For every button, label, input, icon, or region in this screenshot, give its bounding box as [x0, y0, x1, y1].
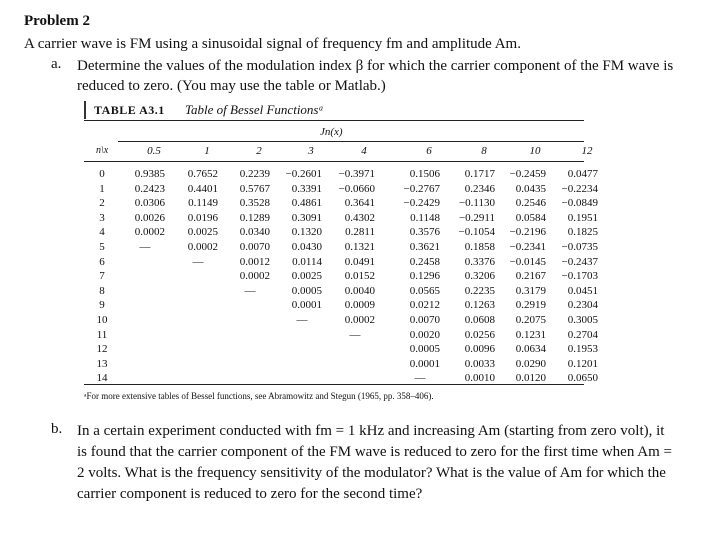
table-cell: 0.1953	[567, 343, 598, 356]
table-cell: 0.3179	[515, 284, 546, 297]
table-cell: 0.3005	[567, 314, 598, 326]
table-cell: 0.1149	[188, 197, 218, 210]
x-header: 3	[308, 145, 314, 157]
table-cell: 0.3576	[409, 226, 440, 239]
table-cell: 0.0040	[344, 284, 375, 297]
n-index: 14	[96, 372, 108, 385]
table-cell: 0.1263	[464, 299, 495, 312]
table-cell: 0.1289	[239, 211, 270, 224]
header-rule	[84, 161, 584, 162]
table-cell: 0.3621	[409, 241, 440, 253]
table-cell: 0.2423	[134, 182, 165, 195]
table-cell: 0.2704	[567, 328, 598, 341]
table-cell: 0.1296	[409, 270, 440, 283]
table-cell: —	[139, 241, 151, 253]
table-cell: −0.2601	[285, 168, 322, 180]
table-bottom-rule	[84, 384, 584, 385]
jn-header: Jn(x)	[320, 126, 343, 138]
table-cell: 0.0096	[464, 343, 495, 356]
table-cell: 0.1951	[567, 211, 598, 224]
table-cell: 0.0002	[239, 270, 270, 283]
n-index: 9	[99, 299, 105, 312]
table-cell: 0.0451	[567, 284, 598, 297]
table-cell: 0.2458	[409, 255, 440, 268]
table-cell: 0.7652	[187, 168, 218, 180]
n-index: 4	[99, 226, 105, 239]
table-cell: 0.0256	[464, 328, 495, 341]
part-b-label: b.	[51, 421, 63, 437]
table-cell: 0.0002	[344, 314, 375, 326]
jn-rule	[118, 141, 584, 142]
table-cell: 0.0650	[567, 372, 598, 385]
table-cell: −0.2234	[561, 182, 598, 195]
table-cell: 0.0340	[239, 226, 270, 239]
table-cell: 0.1717	[464, 168, 495, 180]
n-index: 6	[99, 255, 105, 268]
table-cell: 0.0070	[239, 241, 270, 253]
table-cell: −0.1703	[561, 270, 598, 283]
table-cell: −0.0849	[561, 197, 598, 210]
table-cell: 0.0001	[291, 299, 322, 312]
table-cell: —	[414, 372, 426, 385]
table-cell: 0.0435	[515, 182, 546, 195]
table-cell: 0.3376	[464, 255, 495, 268]
n-index: 8	[99, 284, 105, 297]
table-cell: 0.1201	[567, 357, 598, 370]
n-index: 1	[99, 182, 105, 195]
table-label-bar	[84, 101, 86, 119]
table-cell: 0.3528	[239, 197, 270, 210]
table-cell: 0.0025	[291, 270, 322, 283]
table-cell: 0.0012	[239, 255, 270, 268]
table-cell: 0.0608	[464, 314, 495, 326]
table-cell: −0.2911	[458, 211, 495, 224]
table-cell: 0.0005	[291, 284, 322, 297]
table-cell: −0.2437	[561, 255, 598, 268]
table-cell: 0.0565	[409, 284, 440, 297]
table-cell: —	[192, 255, 204, 268]
table-title: Table of Bessel Functionsᵃ	[185, 102, 324, 117]
part-a-text: Determine the values of the modulation index β for which the carrier component of the FM wave is reduced to zero. (You may use the table or Matlab.)	[77, 58, 674, 94]
table-cell: 0.4861	[291, 197, 322, 210]
table-cell: 0.0290	[515, 357, 546, 370]
table-cell: 0.0152	[344, 270, 375, 283]
n-index: 10	[96, 314, 108, 326]
table-cell: −0.0660	[338, 182, 375, 195]
table-cell: 0.0001	[409, 357, 440, 370]
table-cell: 0.1321	[344, 241, 375, 253]
table-cell: 0.1506	[409, 168, 440, 180]
table-cell: 0.0306	[134, 197, 165, 210]
table-cell: 0.3206	[464, 270, 495, 283]
table-footnote: ᵃFor more extensive tables of Bessel functions, see Abramowitz and Stegun (1965, pp. 358–406).	[84, 391, 434, 401]
x-header: 4	[361, 145, 367, 157]
table-cell: 0.0020	[409, 328, 440, 341]
table-cell: 0.2811	[345, 226, 375, 239]
table-cell: 0.1231	[515, 328, 546, 341]
n-index: 13	[96, 357, 108, 370]
table-corner: n\x	[96, 145, 109, 156]
part-a-label: a.	[51, 56, 62, 72]
table-cell: 0.0212	[409, 299, 440, 312]
x-header: 2	[256, 145, 262, 157]
table-cell: −0.2459	[509, 168, 546, 180]
table-cell: 0.9385	[134, 168, 165, 180]
n-index: 2	[99, 197, 105, 210]
table-cell: 0.0010	[464, 372, 495, 385]
n-index: 0	[99, 168, 105, 180]
table-cell: 0.0584	[515, 211, 546, 224]
table-cell: 0.1148	[410, 211, 440, 224]
problem-intro: A carrier wave is FM using a sinusoidal signal of frequency fm and amplitude Am.	[24, 36, 521, 52]
table-cell: 0.1858	[464, 241, 495, 253]
table-cell: 0.0002	[134, 226, 165, 239]
table-cell: −0.2341	[509, 241, 546, 253]
table-cell: 0.0025	[187, 226, 218, 239]
table-cell: —	[349, 328, 361, 341]
table-cell: −0.2429	[403, 197, 440, 210]
table-cell: 0.0430	[291, 241, 322, 253]
table-cell: 0.4401	[187, 182, 218, 195]
x-header: 6	[426, 145, 432, 157]
table-cell: 0.4302	[344, 211, 375, 224]
x-header: 8	[481, 145, 487, 157]
n-index: 5	[99, 241, 105, 253]
table-cell: 0.0005	[409, 343, 440, 356]
table-cell: 0.0033	[464, 357, 495, 370]
table-cell: 0.3391	[291, 182, 322, 195]
table-cell: 0.2304	[567, 299, 598, 312]
table-cell: 0.5767	[239, 182, 270, 195]
table-cell: 0.0009	[344, 299, 375, 312]
table-cell: −0.2767	[403, 182, 440, 195]
table-cell: 0.2075	[515, 314, 546, 326]
table-cell: 0.0026	[134, 211, 165, 224]
table-cell: 0.0196	[187, 211, 218, 224]
table-cell: 0.3641	[344, 197, 375, 210]
table-cell: 0.1320	[291, 226, 322, 239]
n-index: 3	[99, 211, 105, 224]
part-b-text: In a certain experiment conducted with fm = 1 kHz and increasing Am (starting from zero volt), it is found that the carrier component of the FM wave is reduced to zero for the first time when Am = 2 volts. What is the frequency sensitivity of the modulator? What is the value of Am for which the carrier component is reduced to zero for the second time?	[77, 423, 672, 502]
n-index: 11	[96, 328, 108, 341]
table-cell: 0.2346	[464, 182, 495, 195]
table-cell: 0.0491	[344, 255, 375, 268]
table-cell: —	[244, 284, 256, 297]
table-cell: 0.0114	[292, 255, 322, 268]
table-cell: 0.0070	[409, 314, 440, 326]
table-cell: −0.2196	[509, 226, 546, 239]
x-header: 10	[529, 145, 541, 157]
table-cell: 0.0634	[515, 343, 546, 356]
table-cell: −0.1130	[458, 197, 495, 210]
table-cell: 0.2546	[515, 197, 546, 210]
n-index: 12	[96, 343, 108, 356]
x-header: 0.5	[147, 145, 161, 157]
table-cell: —	[296, 314, 308, 326]
table-cell: 0.0120	[515, 372, 546, 385]
table-cell: 0.2239	[239, 168, 270, 180]
table-cell: 0.1825	[567, 226, 598, 239]
table-cell: 0.3091	[291, 211, 322, 224]
table-cell: 0.0477	[567, 168, 598, 180]
x-header: 12	[581, 145, 593, 157]
table-cell: −0.0735	[561, 241, 598, 253]
table-cell: 0.2919	[515, 299, 546, 312]
table-cell: −0.1054	[458, 226, 495, 239]
table-cell: −0.0145	[509, 255, 546, 268]
x-header: 1	[204, 145, 210, 157]
table-cell: −0.3971	[338, 168, 375, 180]
table-cell: 0.2235	[464, 284, 495, 297]
table-label: TABLE A3.1	[94, 103, 165, 117]
table-cell: 0.0002	[187, 241, 218, 253]
problem-title: Problem 2	[24, 13, 90, 29]
table-top-rule	[84, 120, 584, 121]
table-cell: 0.2167	[515, 270, 546, 283]
n-index: 7	[99, 270, 105, 283]
